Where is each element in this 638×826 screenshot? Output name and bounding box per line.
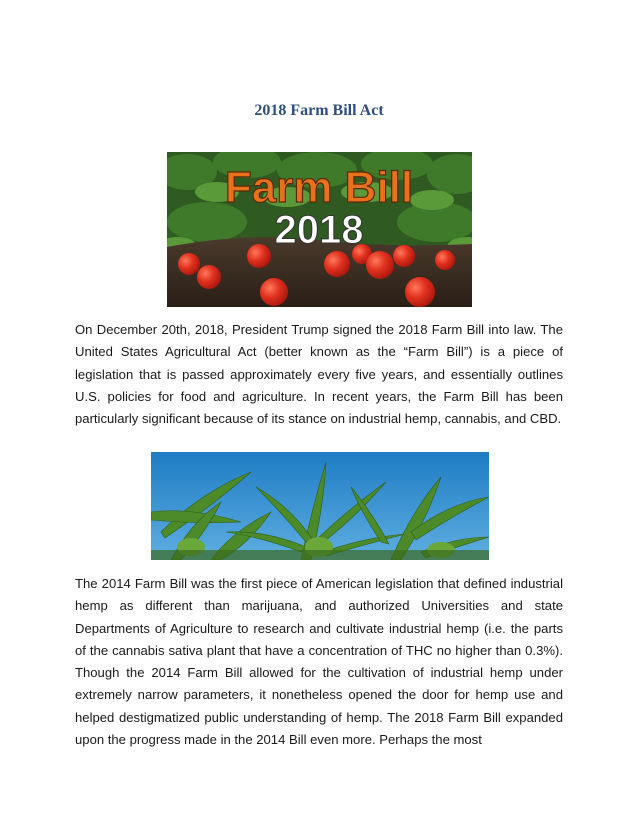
farm-bill-tomatoes-graphic [167,152,472,307]
hemp-plant-graphic [151,452,489,560]
banner-line2: 2018 [274,208,364,252]
farm-bill-tomatoes-image [167,152,472,307]
paragraph-1: On December 20th, 2018, President Trump signed the 2018 Farm Bill into law. The United States Agricultural Act (better known as the “Farm Bill”) is a piece of legislation that is passed approximately every five years, and essentially outlines U.S. policies for food and agriculture. In recent years, the Farm Bill has been particularly significant because of its stance on industrial hemp, cannabis, and CBD. [75,322,563,427]
paragraph-2: The 2014 Farm Bill was the first piece of American legislation that defined industrial hemp as different than marijuana, and authorized Universities and state Departments of Agriculture to research and cultivate industrial hemp (i.e. the parts of the cannabis sativa plant that have a concentration of THC no higher than 0.3%). Though the 2014 Farm Bill allowed for the cultivation of industrial hemp under extremely narrow parameters, it nonetheless opened the door for hemp use and helped destigmatized public understanding of hemp. The 2018 Farm Bill expanded upon the progress made in the 2014 Bill even more. Perhaps the most [75,576,563,748]
hemp-plant-image [151,452,489,560]
banner-line1: Farm Bill [224,163,414,212]
page-title: 2018 Farm Bill Act [254,102,384,119]
